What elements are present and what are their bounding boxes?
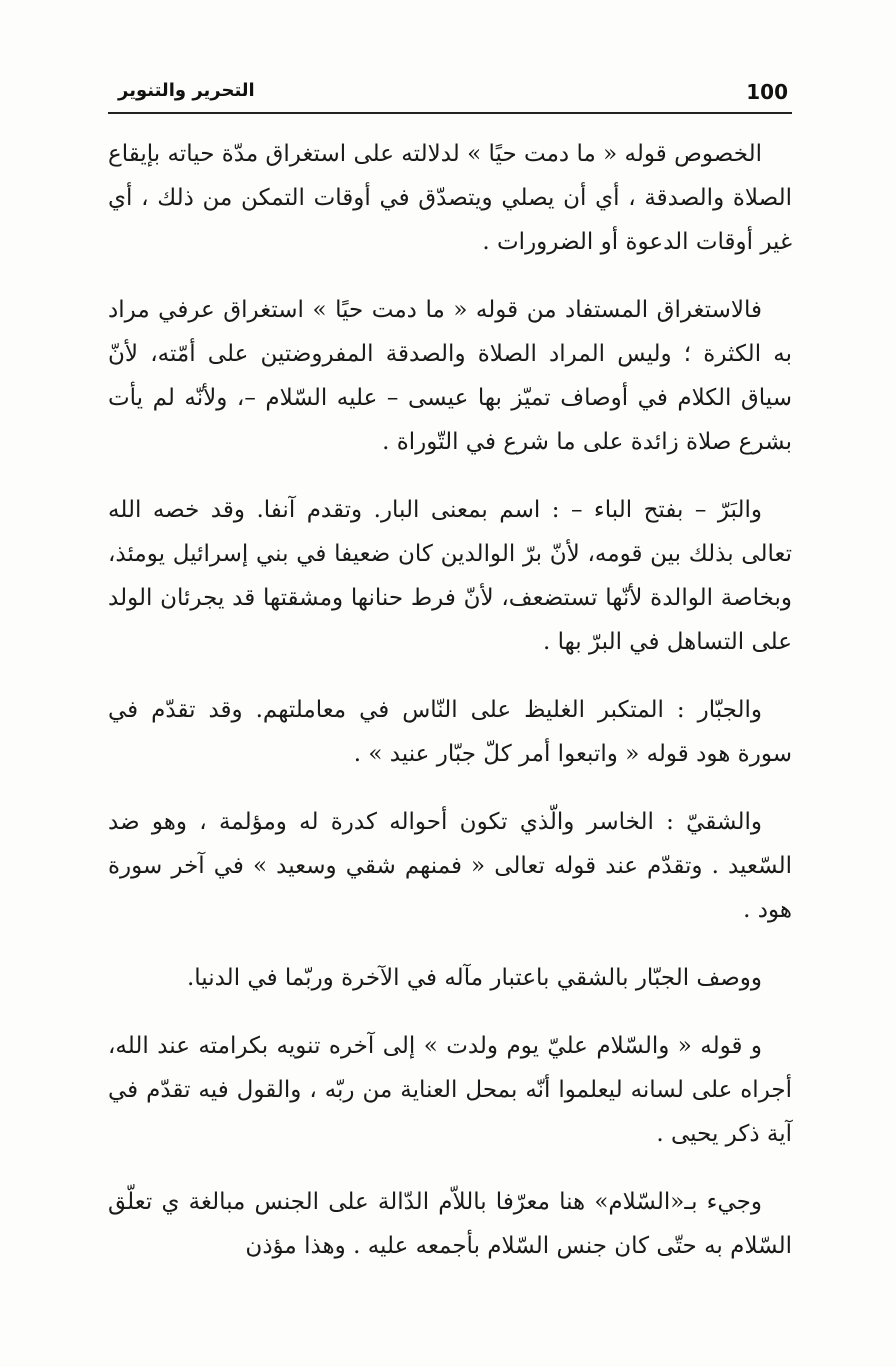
paragraph: و قوله « والسّلام عليّ يوم ولدت » إلى آخره تنويه بكرامته عند الله، أجراه على لسانه ليعلموا أنّه بمحل العناية من ربّه ، والقول فيه تقدّم في آية ذكر يحيى . [108, 1033, 792, 1147]
page-header [108, 78, 792, 114]
paragraph: والشقيّ : الخاسر والّذي تكون أحواله كدرة له ومؤلمة ، وهو ضد السّعيد . وتقدّم عند قوله تعالى « فمنهم شقي وسعيد » في آخر سورة هود . [108, 809, 792, 923]
page-number: 100 [746, 80, 788, 104]
paragraph: الخصوص قوله « ما دمت حيًا » لدلالته على استغراق مدّة حياته بإيقاع الصلاة والصدقة ، أي أن يصلي ويتصدّق في أوقات التمكن من ذلك ، أي غير أوقات الدعوة أو الضرورات . [108, 141, 792, 255]
page-body [108, 132, 792, 1292]
paragraph: والجبّار : المتكبر الغليظ على النّاس في معاملتهم. وقد تقدّم في سورة هود قوله « واتبعوا أمر كلّ جبّار عنيد » . [108, 697, 792, 767]
paragraph: فالاستغراق المستفاد من قوله « ما دمت حيًا » استغراق عرفي مراد به الكثرة ؛ وليس المراد الصلاة والصدقة المفروضتين على أمّته، لأنّ سياق الكلام في أوصاف تميّز بها عيسى – عليه السّلام –، ولأنّه لم يأت بشرع صلاة زائدة على ما شرع في التّوراة . [108, 297, 792, 455]
running-title: التحرير والتنوير [118, 80, 255, 101]
paragraph: وجيء بـ«السّلام» هنا معرّفا باللاّم الدّالة على الجنس مبالغة ي تعلّق السّلام به حتّى كان جنس السّلام بأجمعه عليه . وهذا مؤذن [108, 1189, 792, 1259]
paragraph: والبَرّ – بفتح الباء – : اسم بمعنى البار. وتقدم آنفا. وقد خصه الله تعالى بذلك بين قومه، لأنّ برّ الوالدين كان ضعيفا في بني إسرائيل يومئذ، وبخاصة الوالدة لأنّها تستضعف، لأنّ فرط حنانها ومشقتها قد يجرئان الولد على التساهل في البرّ بها . [108, 497, 792, 655]
paragraph: ووصف الجبّار بالشقي باعتبار مآله في الآخرة وربّما في الدنيا. [186, 965, 762, 991]
